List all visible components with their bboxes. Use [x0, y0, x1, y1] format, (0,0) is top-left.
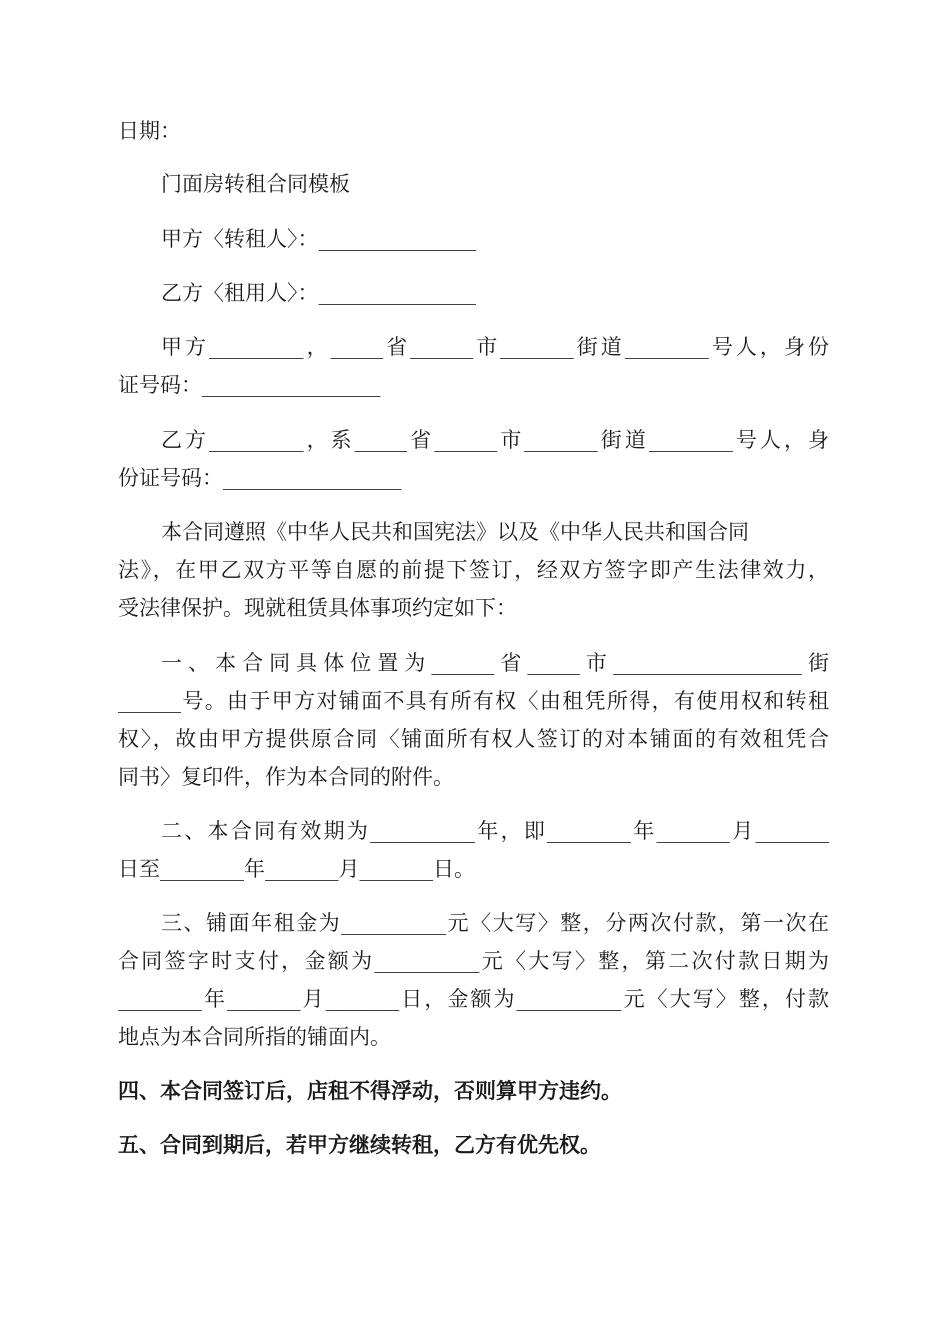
preamble-line2: 法》，在甲乙双方平等自愿的前提下签订，经双方签字即产生法律效力，	[118, 558, 829, 582]
clause3-line3: ________年_______月_______日，金额为__________元〈大写〉整，付款	[118, 987, 829, 1011]
preamble-line3: 受法律保护。现就租赁具体事项约定如下：	[118, 596, 517, 620]
clause1-line2: ______号。由于甲方对铺面不具有所有权〈由租凭所得，有使用权和转租	[118, 689, 829, 713]
party-a-info-line1: 甲方_________，_____省______市_______街道________号人，身份	[161, 335, 829, 359]
clause3-line4: 地点为本合同所指的铺面内。	[118, 1025, 391, 1049]
clause3-line1: 三、铺面年租金为__________元〈大写〉整，分两次付款，第一次在	[161, 911, 829, 935]
clause3-line2: 合同签字时支付，金额为__________元〈大写〉整，第二次付款日期为	[118, 949, 829, 973]
party-b-info-line1: 乙方_________，系_____省______市_______街道________号人，身	[161, 428, 829, 452]
clause2-line2: 日至________年_______月_______日。	[118, 857, 475, 881]
clause1-line3: 权〉，故由甲方提供原合同〈铺面所有权人签订的对本铺面的有效租凭合	[118, 727, 829, 751]
clause4: 四、本合同签订后，店租不得浮动，否则算甲方违约。	[118, 1078, 622, 1103]
party-b-info-line2: 份证号码：_________________	[118, 466, 402, 490]
clause1-line4: 同书〉复印件，作为本合同的附件。	[118, 765, 454, 789]
preamble-line1: 本合同遵照《中华人民共和国宪法》以及《中华人民共和国合同	[161, 520, 749, 544]
date-label: 日期：	[118, 119, 181, 143]
document-title: 门面房转租合同模板	[161, 172, 350, 196]
party-a-info-line2: 证号码：_________________	[118, 373, 381, 397]
party-b-line: 乙方〈租用人〉：_______________	[161, 281, 476, 305]
clause1-line1: 一、本合同具体位置为______省_____市__________________街	[161, 651, 829, 675]
clause2-line1: 二、本合同有效期为__________年，即________年_______月_______	[161, 819, 829, 843]
clause5: 五、合同到期后，若甲方继续转租，乙方有优先权。	[118, 1132, 601, 1157]
party-a-line: 甲方〈转租人〉：_______________	[161, 227, 476, 251]
